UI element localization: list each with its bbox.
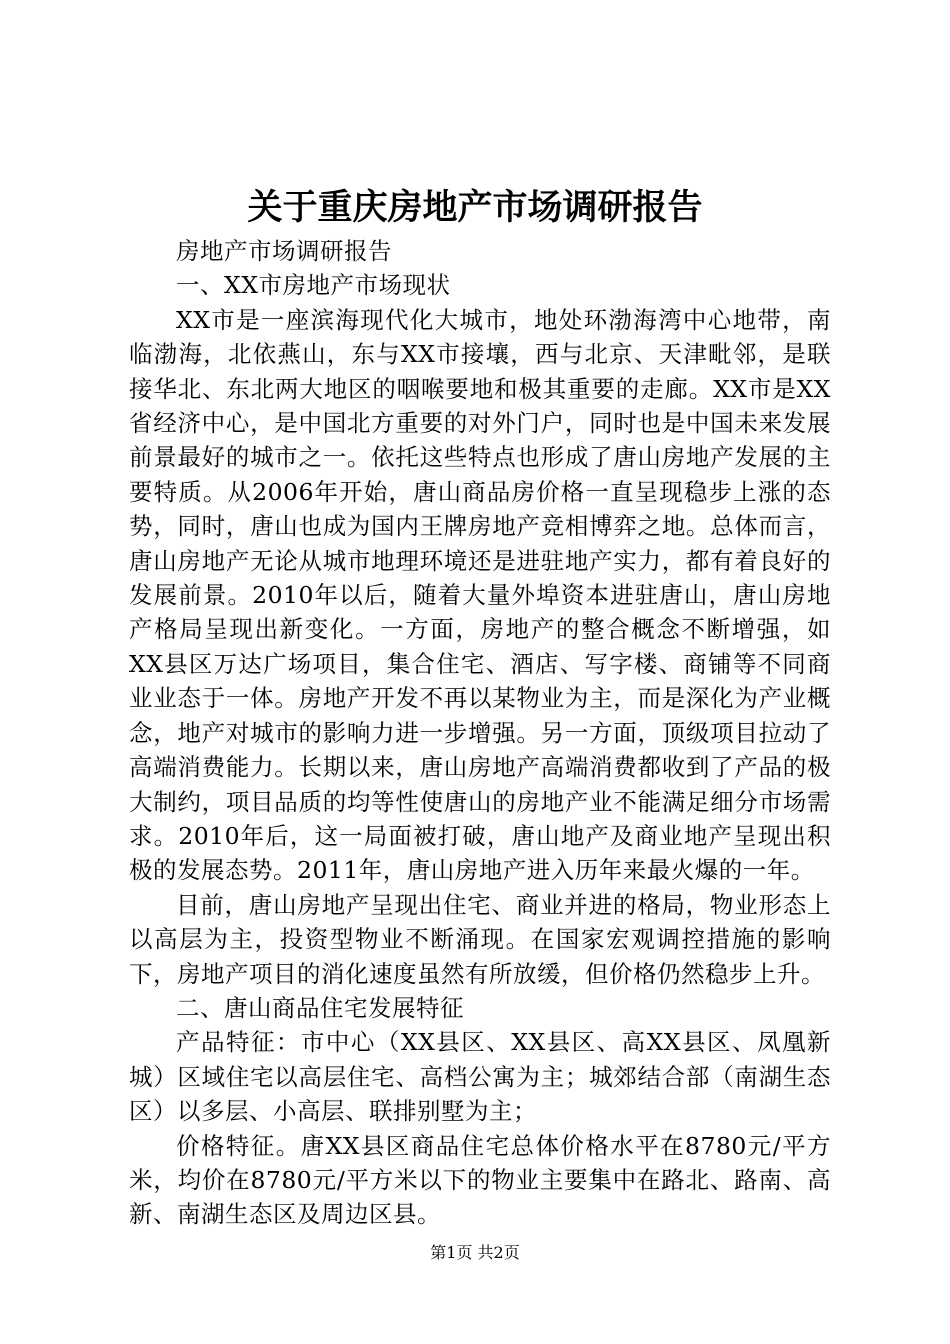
paragraph-price-features: 价格特征。唐XX县区商品住宅总体价格水平在8780元/平方米，均价在8780元/平方米以下的物业主要集中在路北、路南、高新、南湖生态区及周边区县。 — [129, 1131, 831, 1229]
page-footer: 第1页 共2页 — [430, 1243, 520, 1262]
paragraph-report-name: 房地产市场调研报告 — [176, 237, 392, 265]
section-heading-2: 二、唐山商品住宅发展特征 — [176, 993, 464, 1022]
paragraph-current-status: 目前，唐山房地产呈现出住宅、商业并进的格局，物业形态上以高层为主，投资型物业不断涌现。在国家宏观调控措施的影响下，房地产项目的消化速度虽然有所放缓，但价格仍然稳步上升。 — [129, 890, 831, 988]
section-heading-1: 一、XX市房地产市场现状 — [176, 271, 451, 300]
document-title: 关于重庆房地产市场调研报告 — [247, 187, 703, 228]
paragraph-product-features: 产品特征：市中心（XX县区、XX县区、高XX县区、凤凰新城）区域住宅以高层住宅、高档公寓为主；城郊结合部（南湖生态区）以多层、小高层、联排别墅为主； — [129, 1028, 831, 1126]
document-body — [129, 234, 831, 1232]
paragraph-city-overview: XX市是一座滨海现代化大城市，地处环渤海湾中心地带，南临渤海，北依燕山，东与XX市接壤，西与北京、天津毗邻，是联接华北、东北两大地区的咽喉要地和极其重要的走廊。XX市是XX省经济中心，是中国北方重要的对外门户，同时也是中国未来发展前景最好的城市之一。依托这些特点也形成了唐山房地产发展的主要特质。从2006年开始，唐山商品房价格一直呈现稳步上涨的态势，同时，唐山也成为国内王牌房地产竞相博弈之地。总体而言，唐山房地产无论从城市地理环境还是进驻地产实力，都有着良好的发展前景。2010年以后，随着大量外埠资本进驻唐山，唐山房地产格局呈现出新变化。一方面，房地产的整合概念不断增强，如XX县区万达广场项目，集合住宅、酒店、写字楼、商铺等不同商业业态于一体。房地产开发不再以某物业为主，而是深化为产业概念，地产对城市的影响力进一步增强。另一方面，顶级项目拉动了高端消费能力。长期以来，唐山房地产高端消费都收到了产品的极大制约，项目品质的均等性使唐山的房地产业不能满足细分市场需求。2010年后，这一局面被打破，唐山地产及商业地产呈现出积极的发展态势。2011年，唐山房地产进入历年来最火爆的一年。 — [129, 305, 831, 885]
